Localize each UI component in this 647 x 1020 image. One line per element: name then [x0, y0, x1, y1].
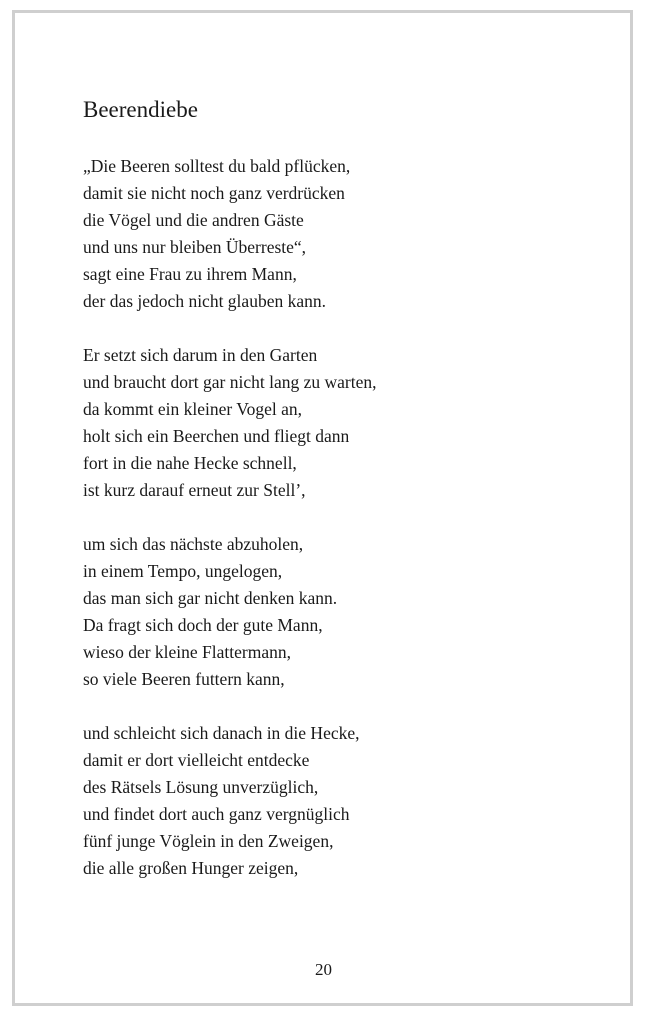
poem-line: damit er dort vielleicht entdecke [83, 750, 310, 770]
poem-line: sagt eine Frau zu ihrem Mann, [83, 264, 297, 284]
poem-line: der das jedoch nicht glauben kann. [83, 291, 326, 311]
stanza-1 [83, 153, 377, 315]
poem-body [83, 153, 377, 909]
poem-line: fünf junge Vöglein in den Zweigen, [83, 831, 334, 851]
poem-line: Er setzt sich darum in den Garten [83, 345, 318, 365]
poem-title: Beerendiebe [83, 97, 198, 122]
poem-line: „Die Beeren solltest du bald pflücken, [83, 156, 351, 176]
poem-line: ist kurz darauf erneut zur Stell’, [83, 480, 306, 500]
poem-line: und findet dort auch ganz vergnüglich [83, 804, 350, 824]
poem-line: Da fragt sich doch der gute Mann, [83, 615, 323, 635]
poem-line: und schleicht sich danach in die Hecke, [83, 723, 360, 743]
poem-line: damit sie nicht noch ganz verdrücken [83, 183, 345, 203]
stanza-3 [83, 531, 377, 693]
poem-line: da kommt ein kleiner Vogel an, [83, 399, 303, 419]
poem-line: und uns nur bleiben Überreste“, [83, 237, 307, 257]
poem-line: die alle großen Hunger zeigen, [83, 858, 299, 878]
page-number: 20 [315, 960, 332, 979]
poem-line: das man sich gar nicht denken kann. [83, 588, 338, 608]
poem-line: so viele Beeren futtern kann, [83, 669, 285, 689]
stanza-2 [83, 342, 377, 504]
poem-line: um sich das nächste abzuholen, [83, 534, 304, 554]
poem-line: holt sich ein Beerchen und fliegt dann [83, 426, 350, 446]
poem-line: die Vögel und die andren Gäste [83, 210, 304, 230]
poem-line: und braucht dort gar nicht lang zu warten, [83, 372, 377, 392]
poem-line: in einem Tempo, ungelogen, [83, 561, 283, 581]
poem-line: fort in die nahe Hecke schnell, [83, 453, 297, 473]
poem-line: wieso der kleine Flattermann, [83, 642, 291, 662]
stanza-4 [83, 720, 377, 882]
poem-line: des Rätsels Lösung unverzüglich, [83, 777, 319, 797]
